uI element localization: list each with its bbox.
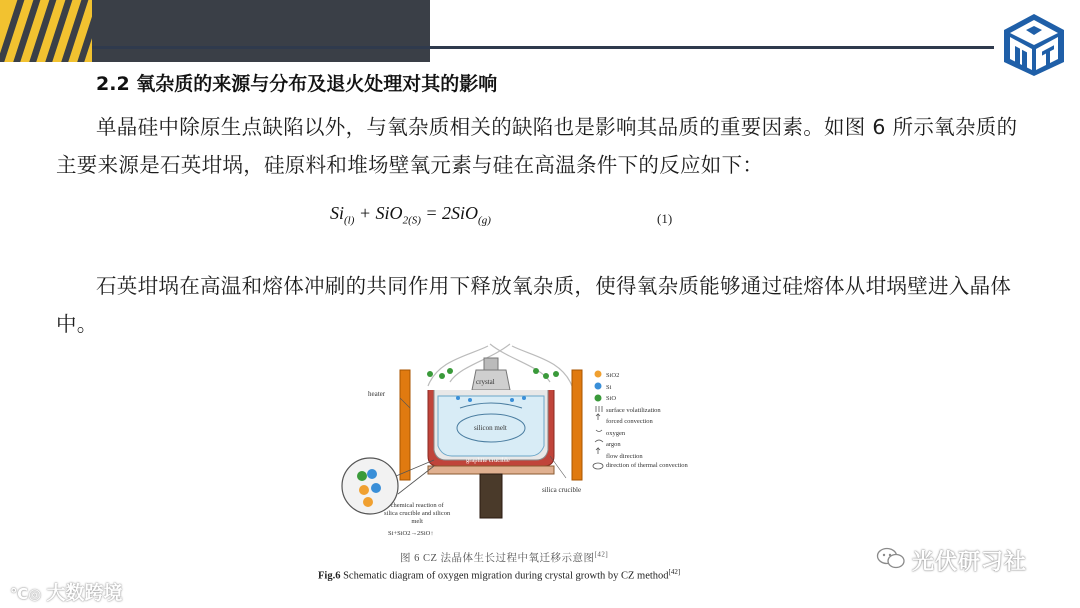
legend-item-flow-direction: flow direction bbox=[606, 452, 643, 460]
caption-cn-ref: [42] bbox=[594, 550, 609, 559]
label-reaction-equation: Si+SiO2→2SiO↑ bbox=[388, 530, 434, 537]
watermark-left-text: 大数跨境 bbox=[46, 582, 123, 604]
paragraph-oxygen-sources: 单晶硅中除原生点缺陷以外，与氧杂质相关的缺陷也是影响其品质的重要因素。如图 6 所示氧杂质的主要来源是石英坩埚，硅原料和堆场壁氧元素与硅在高温条件下的反应如下： bbox=[56, 115, 1018, 177]
eq-equals-sio: = 2SiO bbox=[420, 203, 479, 223]
label-silica-crucible: silica crucible bbox=[542, 486, 582, 494]
caption-en-text: Schematic diagram of oxygen migration during crystal growth by CZ method bbox=[340, 570, 669, 582]
label-graphite-crucible: graphite crucible bbox=[466, 457, 510, 464]
caption-en-ref: [42] bbox=[668, 568, 681, 576]
label-chemical-reaction: chemical reaction of silica crucible and silicon melt bbox=[384, 502, 451, 525]
watermark-left bbox=[10, 578, 123, 605]
eq-sio2-sub: 2(S) bbox=[402, 214, 421, 227]
figure-caption-chinese bbox=[400, 550, 608, 565]
reaction-equation bbox=[330, 203, 491, 227]
cz-oxygen-migration-figure bbox=[340, 338, 700, 563]
figure-caption-english bbox=[318, 568, 680, 582]
legend-marker-sio2 bbox=[595, 371, 602, 378]
header-rule bbox=[92, 46, 994, 49]
eq-si: Si bbox=[330, 203, 345, 223]
legend-item-sio: SiO bbox=[606, 395, 617, 402]
wechat-icon bbox=[876, 546, 906, 570]
legend-item-argon: argon bbox=[606, 441, 621, 448]
eq-plus-sio2: + SiO bbox=[354, 203, 403, 223]
section-heading: 2.2 氧杂质的来源与分布及退火处理对其的影响 bbox=[96, 73, 498, 95]
legend-marker-si bbox=[595, 383, 602, 390]
legend-item-forced-convection: forced convection bbox=[606, 418, 653, 425]
label-silicon-melt: silicon melt bbox=[474, 424, 507, 432]
label-heater: heater bbox=[368, 390, 386, 398]
eq-si-sub: (l) bbox=[344, 214, 355, 227]
legend-item-thermal-convection: direction of thermal convection bbox=[606, 462, 688, 469]
legend-marker-sio bbox=[595, 395, 602, 402]
figure-legend bbox=[606, 370, 700, 470]
caption-cn-text: 图 6 CZ 法晶体生长过程中氧迁移示意图 bbox=[400, 553, 595, 564]
watermark-right: 光伏研习社 bbox=[912, 550, 1028, 575]
logo-icon bbox=[1000, 12, 1068, 78]
caption-en-prefix: Fig.6 bbox=[318, 570, 341, 582]
legend-item-si: Si bbox=[606, 383, 612, 391]
paragraph-oxygen-release: 石英坩埚在高温和熔体冲刷的共同作用下释放氧杂质，使得氧杂质能够通过硅熔体从坩埚壁进入晶体中。 bbox=[56, 274, 1012, 336]
label-crystal: crystal bbox=[476, 378, 495, 386]
legend-item-oxygen: oxygen bbox=[606, 429, 626, 437]
watermark-logo-icon: ℃◎ bbox=[10, 585, 47, 603]
eq-sio-sub: (g) bbox=[478, 214, 491, 227]
legend-item-surface-volatilization: surface volatilization bbox=[606, 406, 661, 414]
legend-item-sio2: SiO2 bbox=[606, 372, 620, 379]
equation-number: (1) bbox=[657, 211, 673, 226]
header-stripes bbox=[0, 0, 92, 62]
